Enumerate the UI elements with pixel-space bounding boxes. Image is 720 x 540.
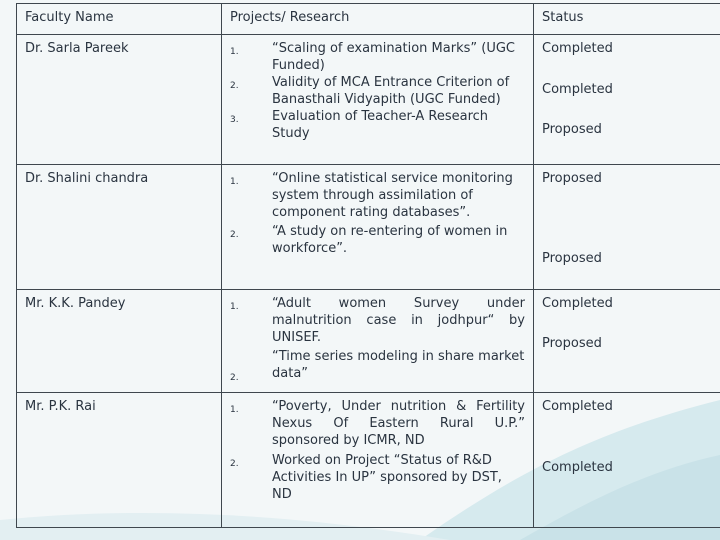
status-text: Proposed: [542, 122, 602, 137]
status-text: Completed: [542, 460, 613, 475]
project-text: “Poverty, Under nutrition & Fertility Nexus Of Eastern Rural U.P.” sponsored by ICMR, ND: [272, 399, 525, 448]
project-number: 2.: [230, 459, 239, 469]
project-text: Worked on Project “Status of R&D Activities In UP” sponsored by DST, ND: [272, 453, 502, 502]
project-text: “Scaling of examination Marks” (UGC Funded): [272, 41, 515, 73]
project-number: 1.: [230, 405, 239, 415]
table-row: [17, 290, 720, 393]
header-faculty-name: Faculty Name: [17, 4, 222, 35]
project-number: 1.: [230, 177, 239, 187]
status-text: Completed: [542, 41, 613, 56]
project-item: [230, 398, 525, 449]
project-item: [230, 348, 525, 387]
project-item: [230, 295, 525, 346]
status-text: Proposed: [542, 251, 602, 266]
faculty-name-cell: Dr. Sarla Pareek: [17, 35, 222, 165]
projects-cell: [222, 393, 534, 528]
project-text: “A study on re-entering of women in workforce”.: [272, 224, 508, 256]
project-text: Validity of MCA Entrance Criterion of Banasthali Vidyapith (UGC Funded): [272, 75, 510, 107]
project-text: “Online statistical service monitoring system through assimilation of component rating databases”.: [272, 171, 513, 220]
status-cell: [534, 290, 720, 393]
table-header-row: [17, 4, 720, 35]
project-item: [230, 108, 525, 142]
status-cell: [534, 393, 720, 528]
projects-cell: [222, 290, 534, 393]
faculty-name-cell: Mr. K.K. Pandey: [17, 290, 222, 393]
project-item: [230, 74, 525, 108]
project-item: [230, 452, 525, 503]
header-status: Status: [534, 4, 720, 35]
status-text: Proposed: [542, 336, 602, 351]
faculty-name-cell: Dr. Shalini chandra: [17, 165, 222, 290]
project-item: [230, 223, 525, 257]
table-row: [17, 35, 720, 165]
project-item: [230, 170, 525, 221]
project-item: [230, 40, 525, 74]
project-text: “Time series modeling in share market data”: [272, 349, 525, 381]
project-number: 1.: [230, 47, 239, 57]
status-text: Completed: [542, 82, 613, 97]
status-text: Proposed: [542, 171, 602, 186]
project-text: “Adult women Survey under malnutrition case in jodhpur“ by UNISEF.: [272, 296, 525, 345]
project-text: Evaluation of Teacher-A Research Study: [272, 109, 489, 141]
faculty-research-table: [16, 3, 720, 528]
status-text: Completed: [542, 399, 613, 414]
project-number: 2.: [230, 373, 239, 383]
project-number: 3.: [230, 115, 239, 125]
status-cell: [534, 35, 720, 165]
status-text: Completed: [542, 296, 613, 311]
projects-cell: [222, 165, 534, 290]
faculty-name-cell: Mr. P.K. Rai: [17, 393, 222, 528]
projects-cell: [222, 35, 534, 165]
project-number: 2.: [230, 230, 239, 240]
table-row: [17, 393, 720, 528]
header-projects-research: Projects/ Research: [222, 4, 534, 35]
project-number: 2.: [230, 81, 239, 91]
status-cell: [534, 165, 720, 290]
table-row: [17, 165, 720, 290]
project-number: 1.: [230, 302, 239, 312]
